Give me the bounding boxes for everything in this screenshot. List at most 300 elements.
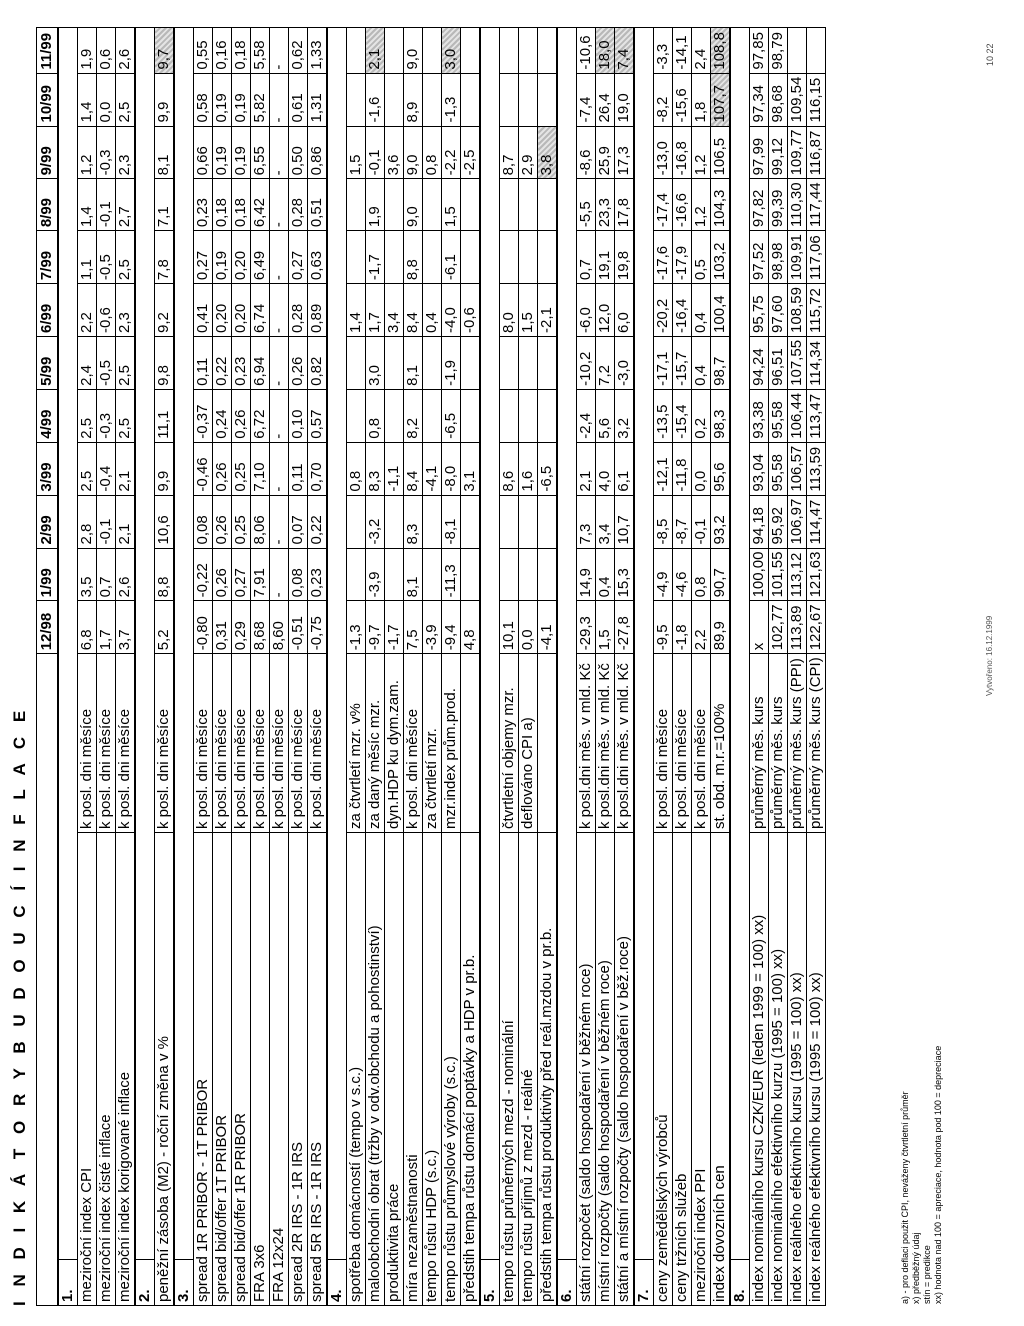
value-cell: -6,5: [442, 389, 461, 442]
value-cell: [538, 389, 558, 442]
value-cell: 0,24: [213, 389, 232, 442]
value-cell: 0,82: [308, 336, 328, 389]
value-cell: 8,3: [404, 495, 423, 548]
period-header: 5/99: [37, 336, 59, 389]
value-cell: 98,3: [711, 389, 731, 442]
value-cell: [423, 389, 442, 442]
indicator-unit: k posl. dni měsíce: [308, 654, 328, 833]
section-spacer: [174, 27, 194, 1259]
section-row: [730, 27, 750, 1305]
value-cell: 6,8: [78, 601, 97, 654]
value-cell: -0,6: [461, 284, 481, 337]
header-blank-unit: [37, 654, 59, 833]
value-cell: [385, 231, 404, 284]
value-cell: [385, 495, 404, 548]
value-cell: -4,1: [538, 601, 558, 654]
value-cell: 0,19: [213, 73, 232, 126]
value-cell: [347, 179, 366, 231]
value-cell: 2,5: [78, 442, 97, 495]
table-row: [347, 27, 366, 1305]
period-header: 3/99: [37, 442, 59, 495]
indicators-table: [36, 27, 826, 1306]
value-cell: 0,5: [692, 231, 711, 284]
value-cell: 9,8: [155, 336, 175, 389]
value-cell: 10,1: [500, 601, 519, 654]
value-cell: 8,60: [270, 601, 289, 654]
value-cell: 8,7: [500, 126, 519, 179]
table-row: [116, 27, 136, 1305]
value-cell: 26,4: [596, 73, 615, 126]
value-cell: -: [270, 284, 289, 337]
value-cell: 0,23: [194, 179, 213, 231]
indicator-unit: čtvrtletní objemy mzr.: [500, 654, 519, 833]
footnote-line: stín = predikce: [922, 1245, 932, 1304]
value-cell: -4,1: [423, 442, 442, 495]
value-cell: -: [270, 126, 289, 179]
value-cell: [385, 179, 404, 231]
value-cell: [500, 548, 519, 601]
indicator-unit: k posl.dni měs. v mld. Kč: [615, 654, 635, 833]
value-cell: 0,31: [213, 601, 232, 654]
value-cell: 2,3: [116, 284, 136, 337]
table-row: [577, 27, 596, 1305]
table-row: [615, 27, 635, 1305]
value-cell: 117,06: [807, 231, 826, 284]
indicator-name: míra nezaměstnanosti: [404, 833, 423, 1306]
period-header: 12/98: [37, 601, 59, 654]
value-cell: 10,7: [615, 495, 635, 548]
value-cell: 0,20: [213, 284, 232, 337]
value-cell: -7,4: [577, 73, 596, 126]
table-row: [270, 27, 289, 1305]
value-cell: 7,8: [155, 231, 175, 284]
indicator-unit: k posl. dni měsíce: [404, 654, 423, 833]
value-cell: -1,3: [347, 601, 366, 654]
indicator-unit: k posl. dni měsíce: [270, 654, 289, 833]
value-cell: -17,6: [654, 231, 673, 284]
section-row: [135, 27, 155, 1305]
indicator-name: ceny tržních služeb: [673, 833, 692, 1306]
table-row: [750, 27, 769, 1305]
value-cell: [500, 389, 519, 442]
value-cell: 0,19: [213, 126, 232, 179]
value-cell: 1,5: [347, 126, 366, 179]
value-cell: -2,4: [577, 389, 596, 442]
period-header: 9/99: [37, 126, 59, 179]
value-cell: 114,34: [807, 336, 826, 389]
value-cell: [347, 336, 366, 389]
value-cell: [538, 231, 558, 284]
value-cell: -: [270, 389, 289, 442]
period-header: 6/99: [37, 284, 59, 337]
value-cell: 97,60: [769, 284, 788, 337]
section-number: 4.: [327, 1260, 347, 1306]
value-cell: -: [270, 27, 289, 73]
value-cell: 107,7: [711, 73, 731, 126]
section-number: 8.: [730, 1260, 750, 1306]
value-cell: -4,0: [442, 284, 461, 337]
value-cell: 2,6: [116, 548, 136, 601]
value-cell: 122,67: [807, 601, 826, 654]
value-cell: 3,0: [442, 27, 461, 73]
value-cell: 2,5: [78, 389, 97, 442]
indicator-unit: k posl.dni měs. v mld. Kč: [577, 654, 596, 833]
value-cell: 0,27: [194, 231, 213, 284]
value-cell: -8,5: [654, 495, 673, 548]
indicator-unit: průměrný měs. kurs (PPI): [788, 654, 807, 833]
table-row: [673, 27, 692, 1305]
value-cell: 0,26: [213, 495, 232, 548]
indicator-name: spread 5R IRS - 1R IRS: [308, 833, 328, 1306]
value-cell: 89,9: [711, 601, 731, 654]
value-cell: -2,1: [538, 284, 558, 337]
value-cell: [807, 27, 826, 73]
value-cell: -0,3: [97, 126, 116, 179]
period-header: 4/99: [37, 389, 59, 442]
value-cell: -2,5: [461, 126, 481, 179]
value-cell: 95,92: [769, 495, 788, 548]
value-cell: 98,7: [711, 336, 731, 389]
value-cell: 4,0: [596, 442, 615, 495]
value-cell: -: [270, 495, 289, 548]
value-cell: 0,11: [289, 442, 308, 495]
value-cell: 93,2: [711, 495, 731, 548]
value-cell: 1,6: [519, 442, 538, 495]
value-cell: 1,5: [442, 179, 461, 231]
value-cell: 8,4: [404, 284, 423, 337]
value-cell: 0,66: [194, 126, 213, 179]
section-number: 2.: [135, 1260, 155, 1306]
value-cell: 0,61: [289, 73, 308, 126]
value-cell: [461, 27, 481, 73]
value-cell: [538, 336, 558, 389]
value-cell: -0,46: [194, 442, 213, 495]
value-cell: 115,72: [807, 284, 826, 337]
value-cell: 93,38: [750, 389, 769, 442]
value-cell: 2,1: [116, 495, 136, 548]
indicator-name: meziroční index CPI: [78, 833, 97, 1306]
value-cell: 8,4: [404, 442, 423, 495]
table-row: [213, 27, 232, 1305]
value-cell: 99,12: [769, 126, 788, 179]
value-cell: 109,91: [788, 231, 807, 284]
value-cell: 8,1: [404, 548, 423, 601]
value-cell: 0,23: [308, 548, 328, 601]
value-cell: [500, 27, 519, 73]
value-cell: 95,58: [769, 389, 788, 442]
value-cell: [519, 27, 538, 73]
value-cell: 98,98: [769, 231, 788, 284]
value-cell: 113,59: [807, 442, 826, 495]
value-cell: -0,51: [289, 601, 308, 654]
indicator-name: meziroční index čisté inflace: [97, 833, 116, 1306]
section-row: [634, 27, 654, 1305]
value-cell: 0,4: [692, 336, 711, 389]
value-cell: [500, 336, 519, 389]
value-cell: [500, 231, 519, 284]
indicator-name: index nominálního kursu CZK/EUR (leden 1999 = 100) xx): [750, 833, 769, 1306]
value-cell: 3,8: [538, 126, 558, 179]
value-cell: -0,4: [97, 442, 116, 495]
value-cell: [538, 495, 558, 548]
value-cell: -1,6: [366, 73, 385, 126]
value-cell: 9,7: [155, 27, 175, 73]
value-cell: -: [270, 231, 289, 284]
value-cell: 1,7: [366, 284, 385, 337]
value-cell: 8,1: [155, 126, 175, 179]
table-row: [251, 27, 270, 1305]
value-cell: -1,7: [366, 231, 385, 284]
indicator-name: místní rozpočty (saldo hospodaření v běžném roce): [596, 833, 615, 1306]
table-row: [366, 27, 385, 1305]
value-cell: 8,68: [251, 601, 270, 654]
value-cell: [519, 179, 538, 231]
value-cell: 102,77: [769, 601, 788, 654]
table-row: [289, 27, 308, 1305]
table-row: [654, 27, 673, 1305]
value-cell: 106,97: [788, 495, 807, 548]
indicator-unit: mzr.index prům.prod.: [442, 654, 461, 833]
value-cell: 2,6: [116, 27, 136, 73]
indicator-unit: k posl. dni měsíce: [251, 654, 270, 833]
value-cell: 2,1: [366, 27, 385, 73]
value-cell: -16,8: [673, 126, 692, 179]
value-cell: 97,34: [750, 73, 769, 126]
value-cell: -9,5: [654, 601, 673, 654]
value-cell: -: [270, 442, 289, 495]
value-cell: -8,7: [673, 495, 692, 548]
table-row: [442, 27, 461, 1305]
value-cell: 14,9: [577, 548, 596, 601]
value-cell: -6,1: [442, 231, 461, 284]
value-cell: 6,72: [251, 389, 270, 442]
value-cell: -: [270, 548, 289, 601]
section-spacer: [634, 27, 654, 1259]
table-row: [404, 27, 423, 1305]
value-cell: x: [750, 601, 769, 654]
value-cell: -: [270, 73, 289, 126]
indicator-name: spread 2R IRS - 1R IRS: [289, 833, 308, 1306]
value-cell: [461, 231, 481, 284]
value-cell: 0,26: [289, 336, 308, 389]
value-cell: -: [270, 179, 289, 231]
indicator-name: meziroční index PPI: [692, 833, 711, 1306]
value-cell: 107,55: [788, 336, 807, 389]
value-cell: [519, 73, 538, 126]
value-cell: 8,6: [500, 442, 519, 495]
value-cell: 7,10: [251, 442, 270, 495]
value-cell: 113,47: [807, 389, 826, 442]
value-cell: 0,8: [347, 442, 366, 495]
value-cell: -13,5: [654, 389, 673, 442]
indicator-name: státní a místní rozpočty (saldo hospodaření v běž.roce): [615, 833, 635, 1306]
value-cell: 7,3: [577, 495, 596, 548]
value-cell: 1,2: [78, 126, 97, 179]
value-cell: 11,1: [155, 389, 175, 442]
value-cell: -8,1: [442, 495, 461, 548]
value-cell: 3,6: [385, 126, 404, 179]
value-cell: 10,6: [155, 495, 175, 548]
value-cell: 90,7: [711, 548, 731, 601]
value-cell: 18,0: [596, 27, 615, 73]
indicator-unit: k posl.dni měs. v mld. Kč: [596, 654, 615, 833]
indicator-unit: st. obd. m.r.=100%: [711, 654, 731, 833]
table-row: [692, 27, 711, 1305]
value-cell: [385, 389, 404, 442]
value-cell: 0,0: [97, 73, 116, 126]
value-cell: [461, 73, 481, 126]
value-cell: 0,4: [423, 284, 442, 337]
value-cell: 0,26: [213, 442, 232, 495]
table-row: [500, 27, 519, 1305]
value-cell: 8,1: [404, 336, 423, 389]
value-cell: 100,00: [750, 548, 769, 601]
value-cell: -17,9: [673, 231, 692, 284]
value-cell: 110,30: [788, 179, 807, 231]
value-cell: -: [270, 336, 289, 389]
value-cell: [423, 27, 442, 73]
value-cell: -1,3: [442, 73, 461, 126]
value-cell: 2,5: [116, 336, 136, 389]
value-cell: -16,4: [673, 284, 692, 337]
value-cell: 0,63: [308, 231, 328, 284]
value-cell: -0,22: [194, 548, 213, 601]
value-cell: 9,0: [404, 179, 423, 231]
indicator-unit: k posl. dni měsíce: [155, 654, 175, 833]
indicator-name: spread 1R PRIBOR - 1T PRIBOR: [194, 833, 213, 1306]
value-cell: 9,9: [155, 73, 175, 126]
value-cell: 0,41: [194, 284, 213, 337]
value-cell: [385, 336, 404, 389]
value-cell: 15,3: [615, 548, 635, 601]
value-cell: -11,8: [673, 442, 692, 495]
indicator-name: FRA 3x6: [251, 833, 270, 1306]
period-header: 1/99: [37, 548, 59, 601]
value-cell: 0,07: [289, 495, 308, 548]
value-cell: 114,47: [807, 495, 826, 548]
value-cell: 0,28: [289, 284, 308, 337]
value-cell: 1,5: [519, 284, 538, 337]
value-cell: 1,4: [78, 179, 97, 231]
value-cell: 0,4: [692, 284, 711, 337]
value-cell: 19,8: [615, 231, 635, 284]
value-cell: [519, 548, 538, 601]
value-cell: -4,9: [654, 548, 673, 601]
table-body: [58, 27, 826, 1305]
value-cell: [538, 548, 558, 601]
indicator-unit: k posl. dni měsíce: [213, 654, 232, 833]
value-cell: 108,8: [711, 27, 731, 73]
value-cell: -13,0: [654, 126, 673, 179]
value-cell: -0,5: [97, 231, 116, 284]
section-row: [480, 27, 500, 1305]
value-cell: [500, 73, 519, 126]
indicator-unit: deflováno CPI a): [519, 654, 538, 833]
value-cell: 1,7: [97, 601, 116, 654]
section-spacer: [557, 27, 577, 1259]
value-cell: -3,3: [654, 27, 673, 73]
value-cell: -8,0: [442, 442, 461, 495]
value-cell: [385, 548, 404, 601]
value-cell: 97,82: [750, 179, 769, 231]
value-cell: [519, 495, 538, 548]
section-spacer: [480, 27, 500, 1259]
table-row: [711, 27, 731, 1305]
value-cell: 6,0: [615, 284, 635, 337]
indicator-unit: [461, 654, 481, 833]
value-cell: [423, 231, 442, 284]
value-cell: 17,8: [615, 179, 635, 231]
value-cell: [385, 73, 404, 126]
value-cell: 8,8: [155, 548, 175, 601]
section-spacer: [135, 27, 155, 1259]
value-cell: 6,42: [251, 179, 270, 231]
indicator-name: tempo růstu průměrných mezd - nominální: [500, 833, 519, 1306]
period-header: 7/99: [37, 231, 59, 284]
value-cell: -10,6: [577, 27, 596, 73]
value-cell: -9,4: [442, 601, 461, 654]
value-cell: 8,8: [404, 231, 423, 284]
value-cell: -0,75: [308, 601, 328, 654]
indicator-unit: k posl. dni měsíce: [654, 654, 673, 833]
value-cell: 0,25: [232, 442, 251, 495]
footnote-line: xx) hodnota nad 100 = apreciace, hodnota pod 100 = depreciace: [933, 1045, 943, 1304]
value-cell: 0,19: [232, 73, 251, 126]
value-cell: 95,75: [750, 284, 769, 337]
value-cell: 117,44: [807, 179, 826, 231]
value-cell: -3,9: [423, 601, 442, 654]
value-cell: -3,0: [615, 336, 635, 389]
value-cell: 0,18: [232, 27, 251, 73]
value-cell: 2,4: [692, 27, 711, 73]
value-cell: -1,9: [442, 336, 461, 389]
value-cell: 6,55: [251, 126, 270, 179]
value-cell: 116,15: [807, 73, 826, 126]
value-cell: 2,7: [116, 179, 136, 231]
value-cell: [347, 495, 366, 548]
value-cell: 8,2: [404, 389, 423, 442]
section-spacer: [327, 27, 347, 1259]
value-cell: -9,7: [366, 601, 385, 654]
indicator-name: tempo růstu HDP (s.c.): [423, 833, 442, 1306]
value-cell: 6,74: [251, 284, 270, 337]
value-cell: [423, 73, 442, 126]
value-cell: 0,18: [213, 179, 232, 231]
value-cell: 0,57: [308, 389, 328, 442]
value-cell: -3,2: [366, 495, 385, 548]
indicator-name: tempo růstu příjmů z mezd - reálné: [519, 833, 538, 1306]
table-header-row: [37, 27, 59, 1305]
value-cell: 93,04: [750, 442, 769, 495]
value-cell: 0,86: [308, 126, 328, 179]
value-cell: 116,87: [807, 126, 826, 179]
value-cell: 2,2: [692, 601, 711, 654]
value-cell: 99,39: [769, 179, 788, 231]
value-cell: [385, 27, 404, 73]
value-cell: 0,26: [213, 548, 232, 601]
value-cell: 0,55: [194, 27, 213, 73]
value-cell: 0,10: [289, 389, 308, 442]
table-row: [78, 27, 97, 1305]
indicator-name: index reálného efektivního kursu (1995 = 100) xx): [788, 833, 807, 1306]
indicator-unit: k posl. dni měsíce: [116, 654, 136, 833]
indicator-name: státní rozpočet (saldo hospodaření v běžném roce): [577, 833, 596, 1306]
value-cell: 1,31: [308, 73, 328, 126]
value-cell: -4,6: [673, 548, 692, 601]
value-cell: 3,2: [615, 389, 635, 442]
section-spacer: [730, 27, 750, 1259]
value-cell: 3,7: [116, 601, 136, 654]
